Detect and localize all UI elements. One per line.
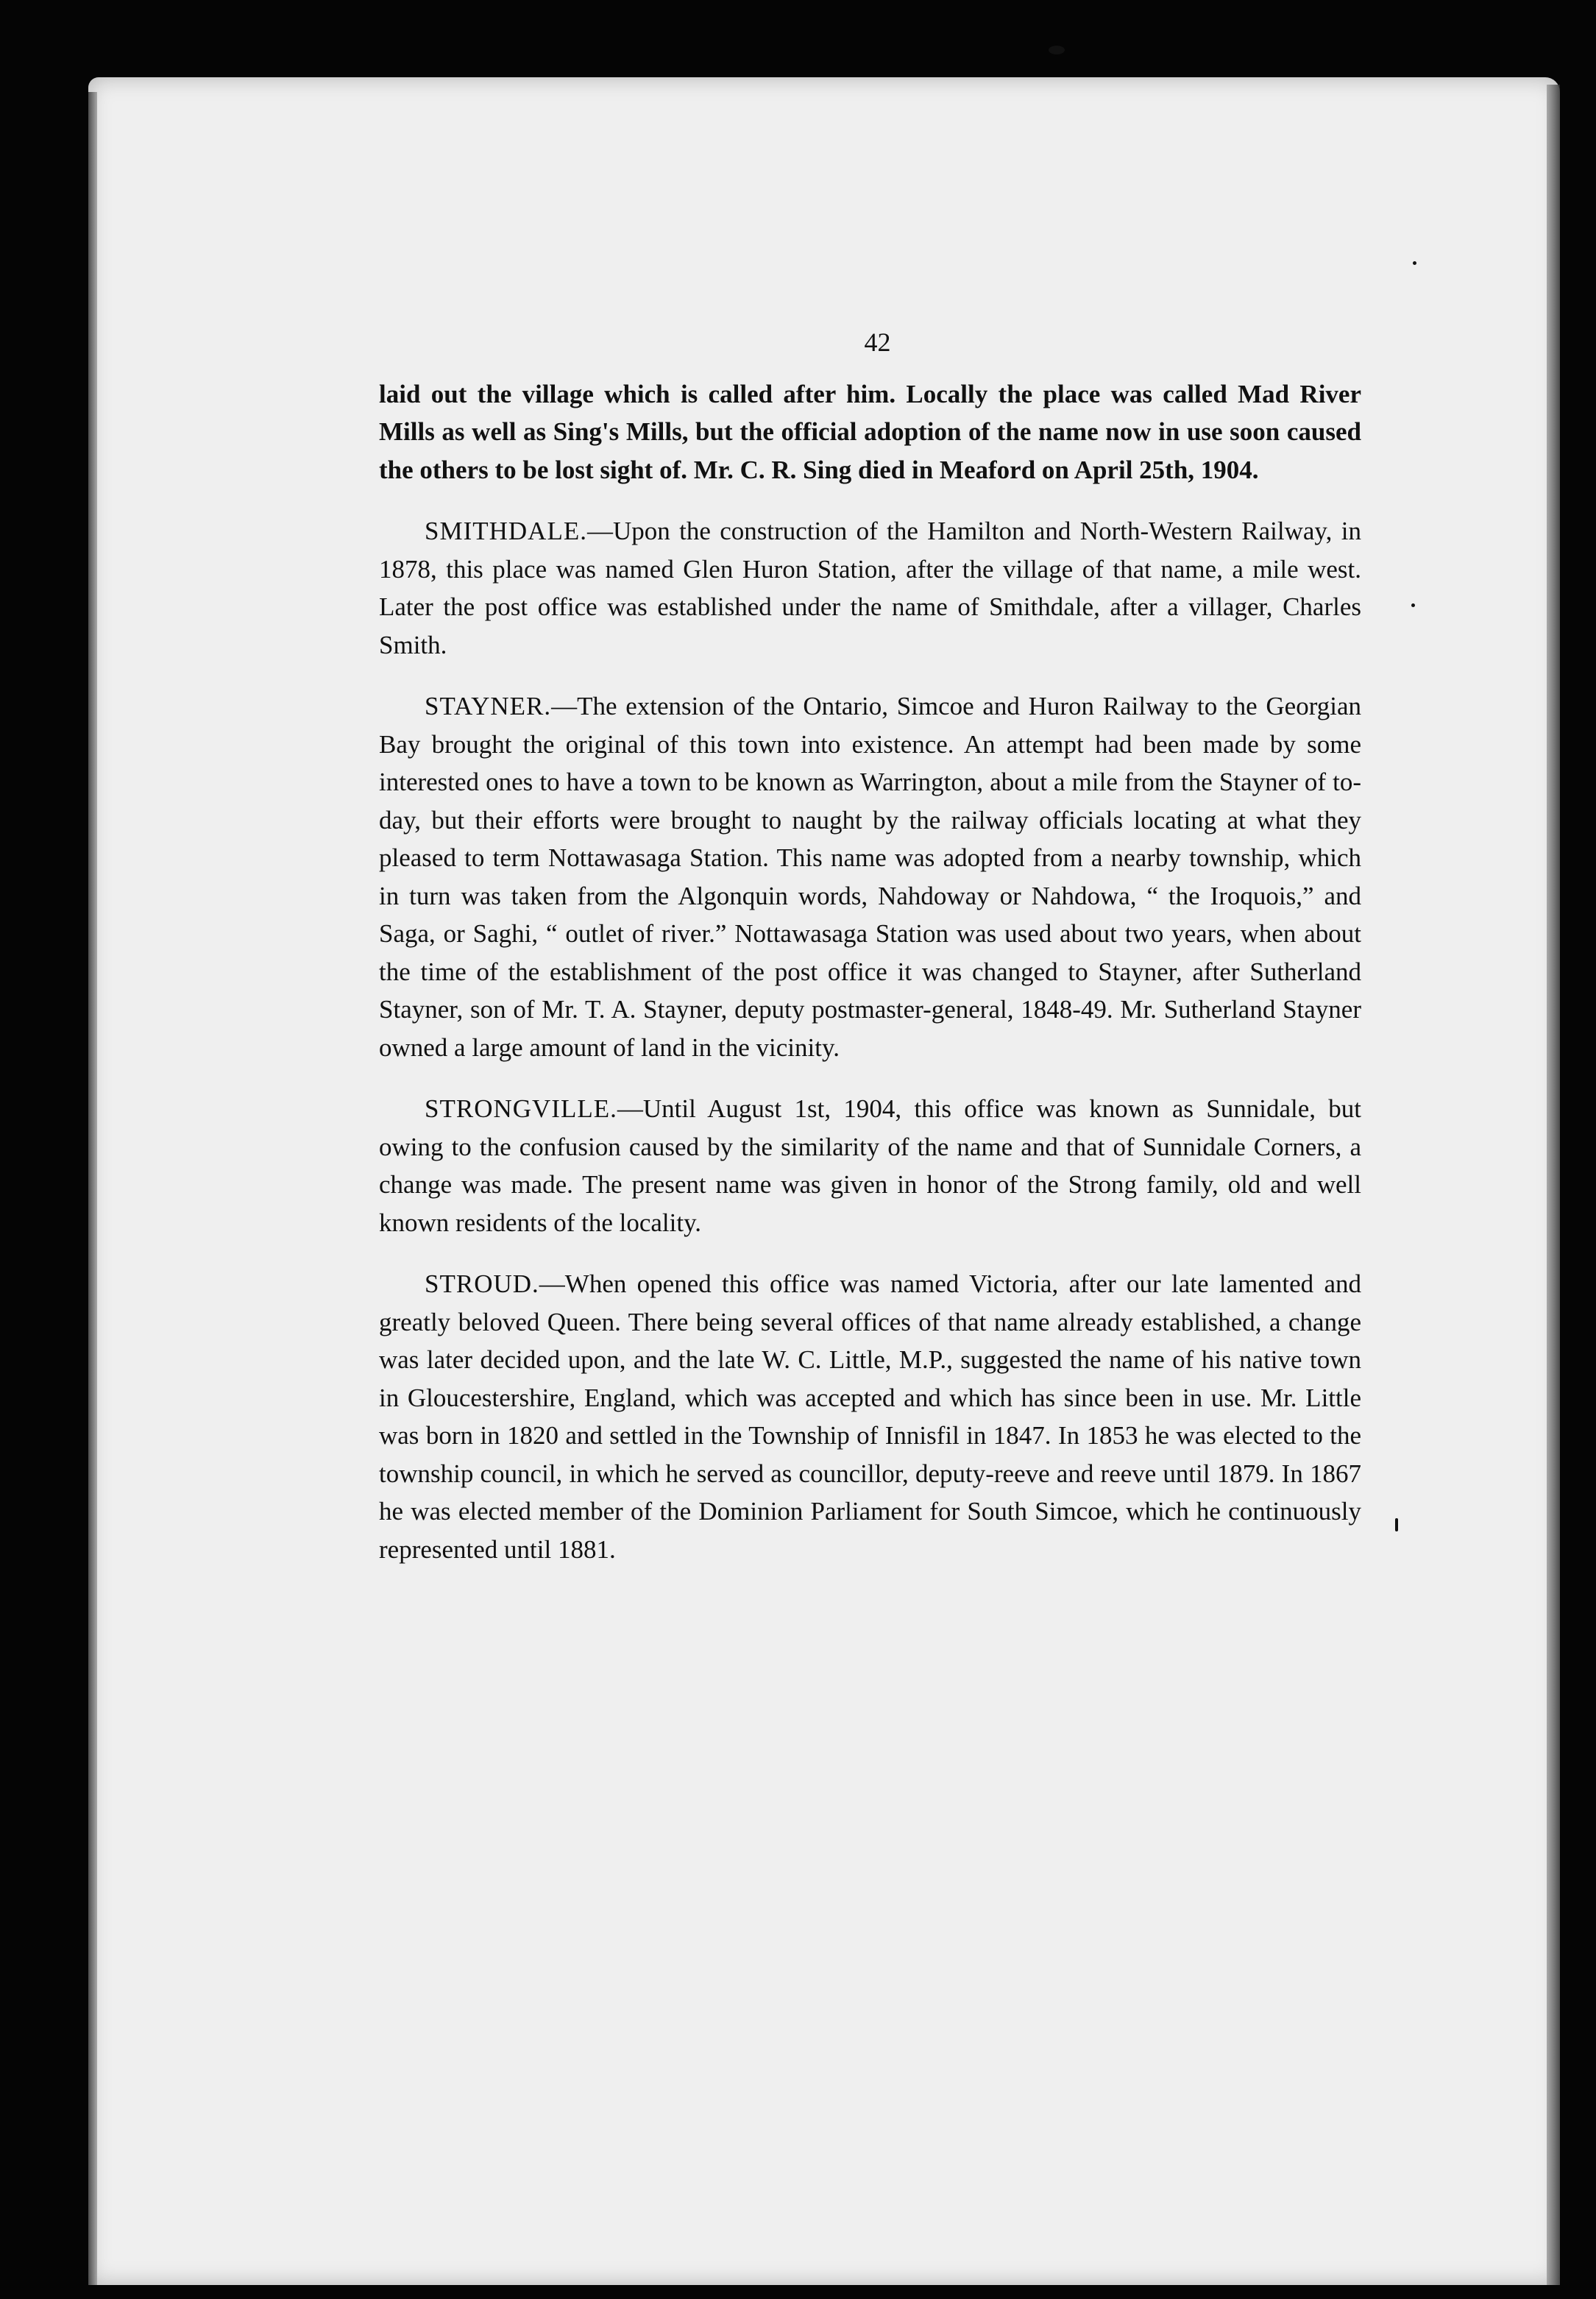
- entry-heading: STAYNER.: [425, 692, 552, 720]
- paragraph-strongville: [379, 1090, 1361, 1241]
- page-number: 42: [864, 327, 891, 357]
- paragraph-text: laid out the village which is called after him. Locally the place was called Mad River Mills as well as Sing's Mills, but the official adoption of the name now in use soon caused the others to be lost sight of. Mr. C. R. Sing died in Meaford on April 25th, 1904.: [379, 379, 1361, 484]
- paragraph-text: —When opened this office was named Victoria, after our late lamented and greatly beloved Queen. There being several offices of that name already established, a change was later decided upon, and the late W. C. Little, M.P., suggested the name of his native town in Gloucestershire, England, which was accepted and which has since been in use. Mr. Little was born in 1820 and settled in the Township of Innisfil in 1847. In 1853 he was elected to the township council, in which he served as councillor, deputy-reeve and reeve until 1879. In 1867 he was elected member of the Dominion Parliament for South Simcoe, which he continuously represented until 1881.: [379, 1269, 1361, 1564]
- paragraph-text: —The extension of the Ontario, Simcoe and Huron Railway to the Georgian Bay brought the original of this town into existence. An attempt had been made by some interested ones to have a town to be known as Warrington, about a mile from the Stayner of to-day, but their efforts were brought to naught by the railway officials locating at what they pleased to term Nottawasaga Station. This name was adopted from a nearby township, which in turn was taken from the Algonquin words, Nahdoway or Nahdowa, “ the Iroquois,” and Saga, or Saghi, “ outlet of river.” Nottawasaga Station was used about two years, when about the time of the establishment of the post office it was changed to Stayner, after Sutherland Stayner, son of Mr. T. A. Stayner, deputy postmaster-general, 1848-49. Mr. Sutherland Stayner owned a large amount of land in the vicinity.: [379, 692, 1361, 1062]
- paragraph-continuation: [379, 375, 1361, 489]
- entry-heading: SMITHDALE.: [425, 517, 587, 545]
- entry-heading: STROUD.: [425, 1269, 539, 1298]
- scan-speck: [1411, 603, 1415, 607]
- entry-heading: STRONGVILLE.: [425, 1094, 617, 1123]
- paragraph-stayner: [379, 687, 1361, 1066]
- page-binding-edge: [88, 92, 97, 2285]
- page-text-block: [379, 324, 1361, 1568]
- scan-speck: [1049, 46, 1065, 54]
- scan-speck: [1413, 261, 1416, 265]
- scan-speck: [1395, 1518, 1398, 1531]
- paragraph-text: —Upon the construction of the Hamilton and North-Western Railway, in 1878, this place was named Glen Huron Station, after the village of that name, a mile west. Later the post office was established under the name of Smithdale, after a villager, Charles Smith.: [379, 517, 1361, 659]
- paragraph-stroud: [379, 1265, 1361, 1568]
- paragraph-smithdale: [379, 512, 1361, 664]
- page-fore-edge: [1547, 85, 1560, 2285]
- paragraph-text: —Until August 1st, 1904, this office was known as Sunnidale, but owing to the confusion caused by the similarity of the name and that of Sunnidale Corners, a change was made. The present name was given in honor of the Strong family, old and well known residents of the locality.: [379, 1094, 1361, 1237]
